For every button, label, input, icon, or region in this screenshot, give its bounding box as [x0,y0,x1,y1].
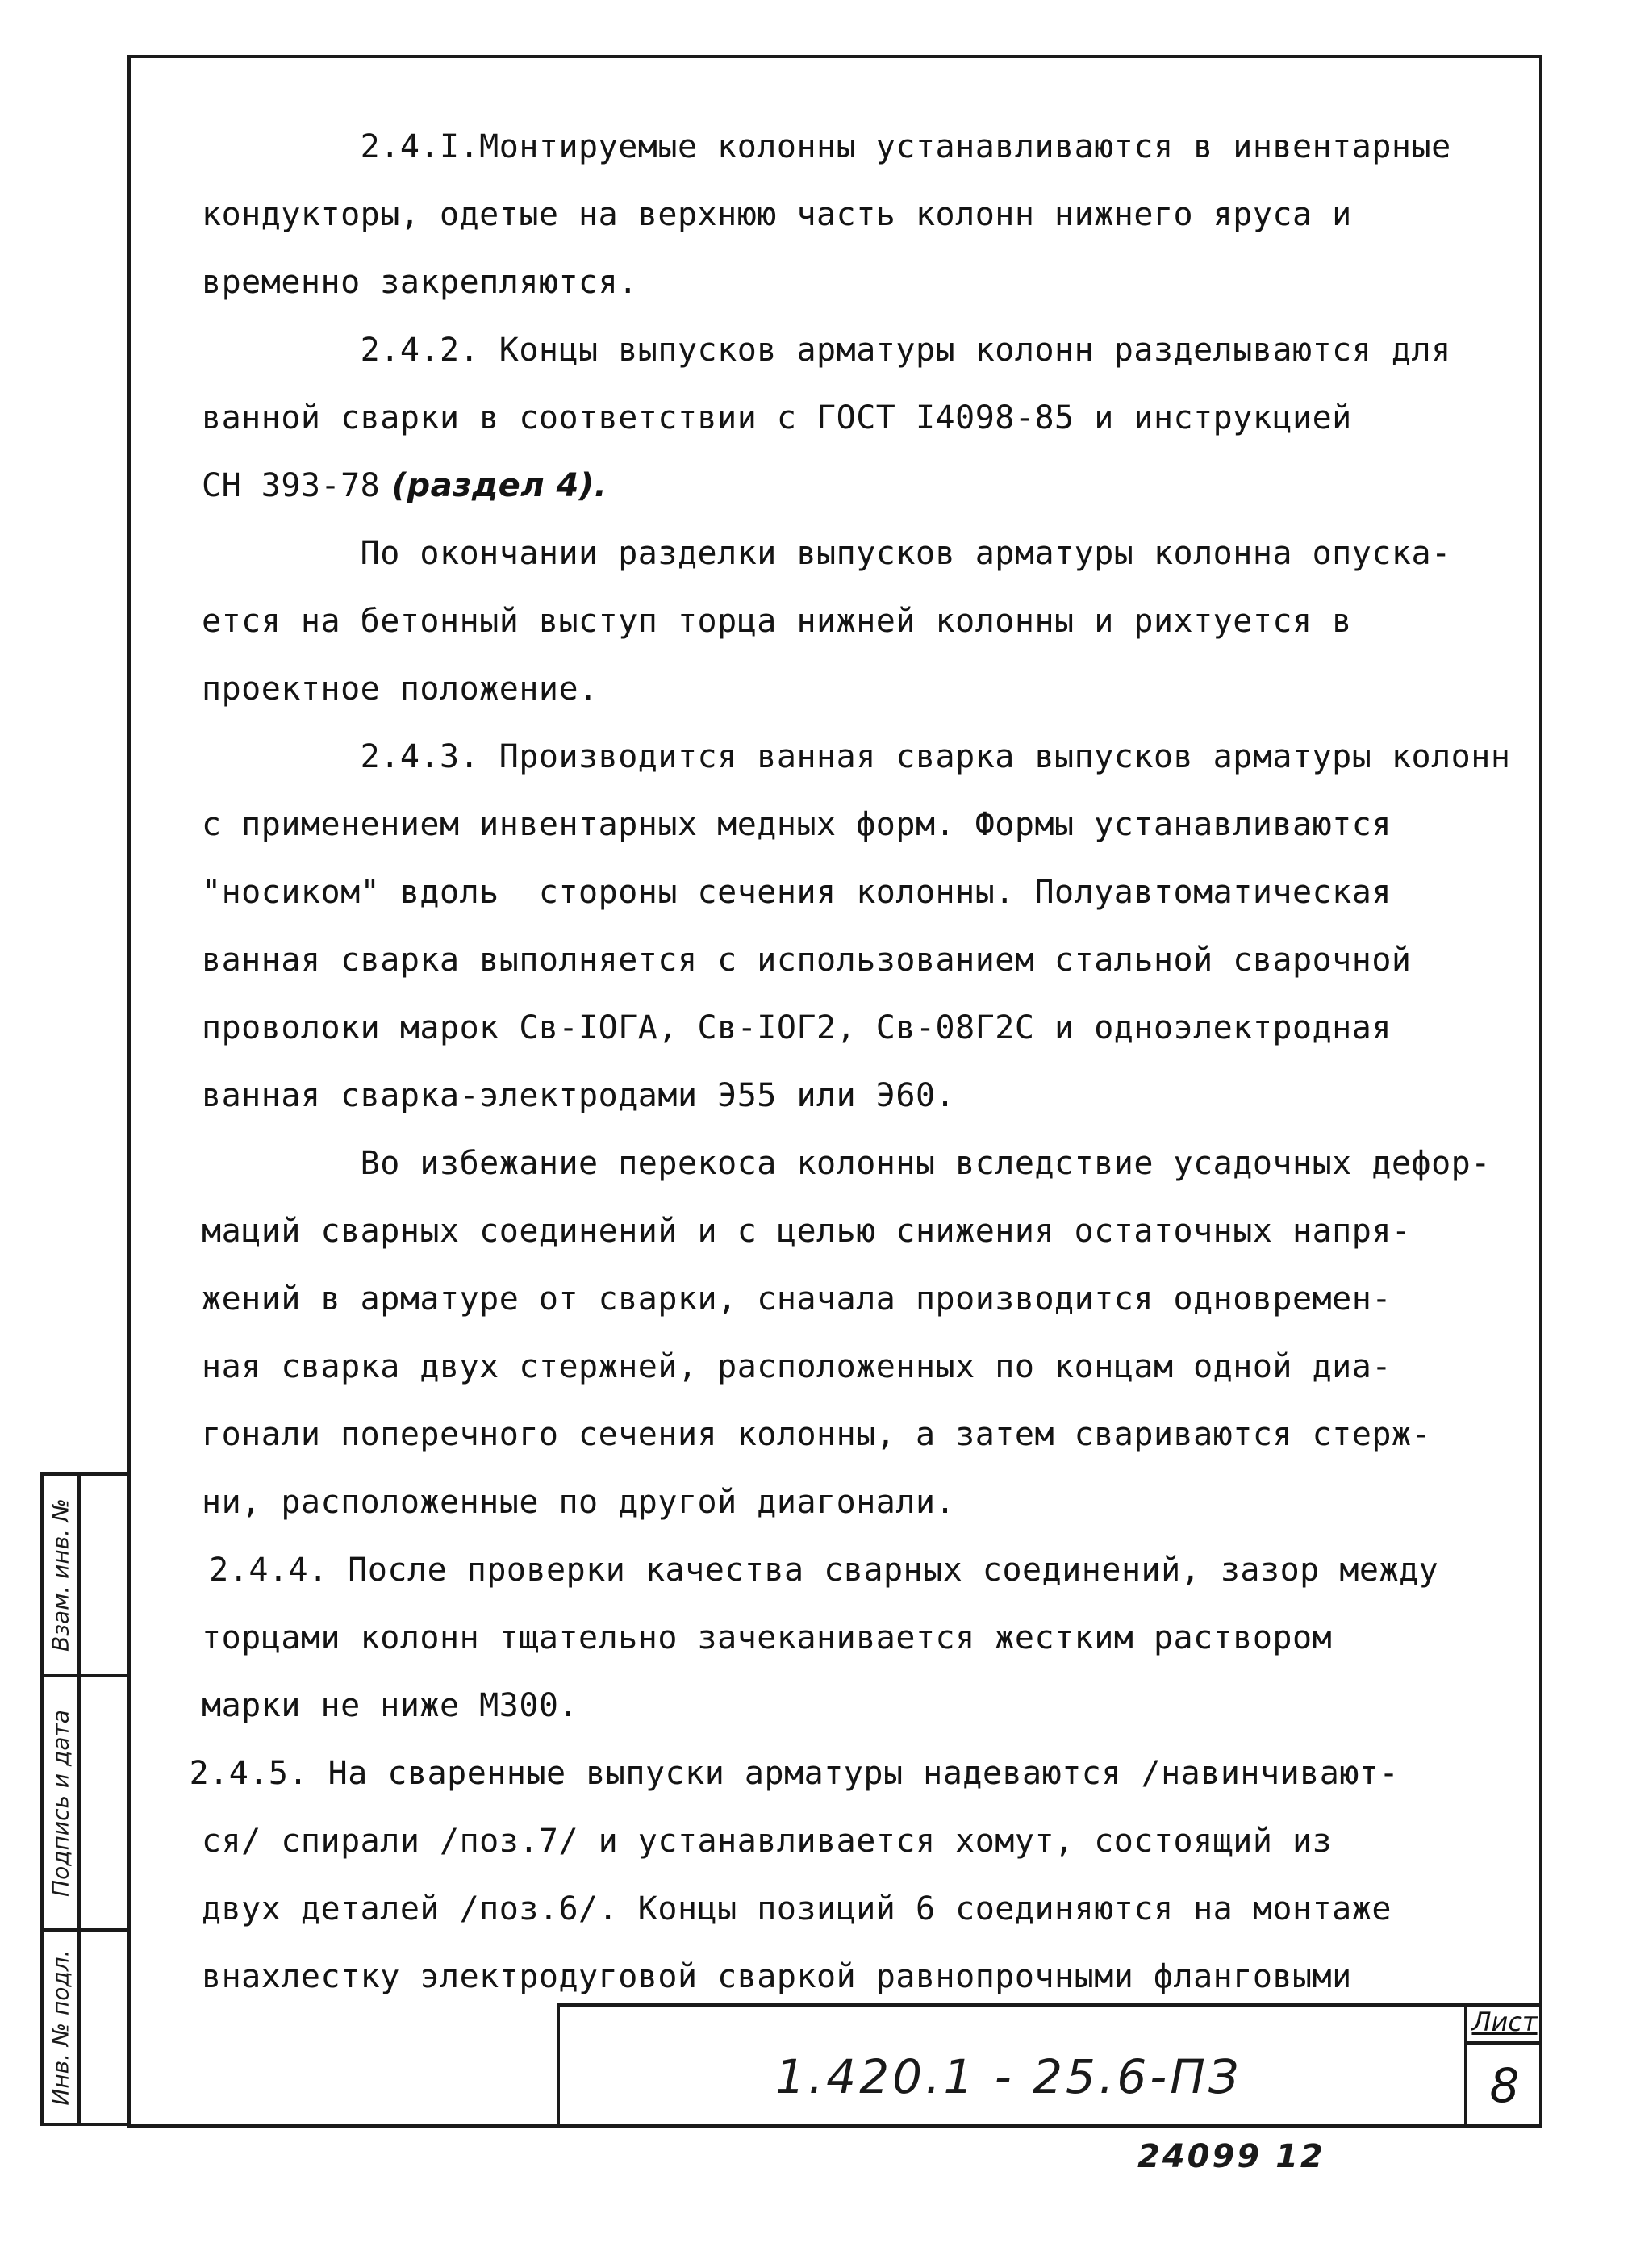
text-line: ванной сварки в соответствии с ГОСТ I4098-85 и инструкцией [202,399,1352,436]
text-line: ся/ спирали /поз.7/ и устанавливается хомут, состоящий из [202,1823,1333,1860]
text-line: ванная сварка выполняется с использованием стальной сварочной [202,942,1412,979]
text-line: жений в арматуре от сварки, сначала производится одновремен- [202,1280,1392,1318]
side-stamp-line [40,2123,127,2126]
sheet-number: 8 [1489,2058,1520,2113]
title-block-divider [1464,2003,1467,2128]
side-stamp-sign: Подпись и дата [47,1709,74,1897]
text-line: 2.4.I.Монтируемые колонны устанавливаются в инвентарные [202,128,1451,165]
text-line: гонали поперечного сечения колонны, а затем свариваются стерж- [202,1416,1432,1453]
text-line: временно закрепляются. [202,264,638,301]
text-line: ванная сварка-электродами Э55 или Э60. [202,1077,956,1114]
document-code: 1.420.1 - 25.6-ПЗ [774,2049,1242,2104]
text-line: ни, расположенные по другой диагонали. [202,1484,956,1521]
text-line: "носиком" вдоль стороны сечения колонны. Полуавтоматическая [202,874,1392,911]
text-line: двух деталей /поз.6/. Концы позиций 6 соединяются на монтаже [202,1890,1392,1928]
text-line: торцами колонн тщательно зачеканивается жестким раствором [202,1619,1333,1656]
document-body [169,113,1511,2011]
side-stamp-inv: Инв. № подл. [47,1948,74,2106]
text-line: ная сварка двух стержней, расположенных по концам одной диа- [202,1348,1392,1385]
title-block-divider [1464,2041,1542,2045]
handwritten-insert: (раздел 4). [380,467,607,504]
text-line: ется на бетонный выступ торца нижней колонны и рихтуется в [202,603,1352,640]
text-line: 2.4.2. Концы выпусков арматуры колонн разделываются для [202,332,1451,369]
text-line: 2.4.4. После проверки качества сварных соединений, зазор между [169,1552,1439,1589]
sheet-label: Лист [1471,2007,1538,2037]
text-line: маций сварных соединений и с целью снижения остаточных напря- [202,1213,1412,1250]
text-line: проволоки марок Св-IОГА, Св-IОГ2, Св-08Г2С и одноэлектродная [202,1009,1392,1046]
text-line: СН 393-78 (раздел 4). [202,467,607,504]
archive-number: 24099 12 [1137,2138,1325,2175]
text-line: Во избежание перекоса колонны вследствие усадочных дефор- [202,1145,1491,1182]
text-line: 2.4.5. На сваренные выпуски арматуры надеваются /навинчивают- [169,1755,1400,1792]
text-line: с применением инвентарных медных форм. Формы устанавливаются [202,806,1392,843]
side-stamp-replace: Взам. инв. № [47,1497,74,1652]
text-line: проектное положение. [202,670,599,708]
text-line: внахлестку электродуговой сваркой равнопрочными фланговыми [202,1958,1352,1995]
text-line: По окончании разделки выпусков арматуры колонна опуска- [202,535,1451,572]
text-line: марки не ниже М300. [202,1687,579,1724]
text-line: 2.4.3. Производится ванная сварка выпусков арматуры колонн [202,738,1511,775]
text-line: кондукторы, одетые на верхнюю часть колонн нижнего яруса и [202,196,1352,233]
